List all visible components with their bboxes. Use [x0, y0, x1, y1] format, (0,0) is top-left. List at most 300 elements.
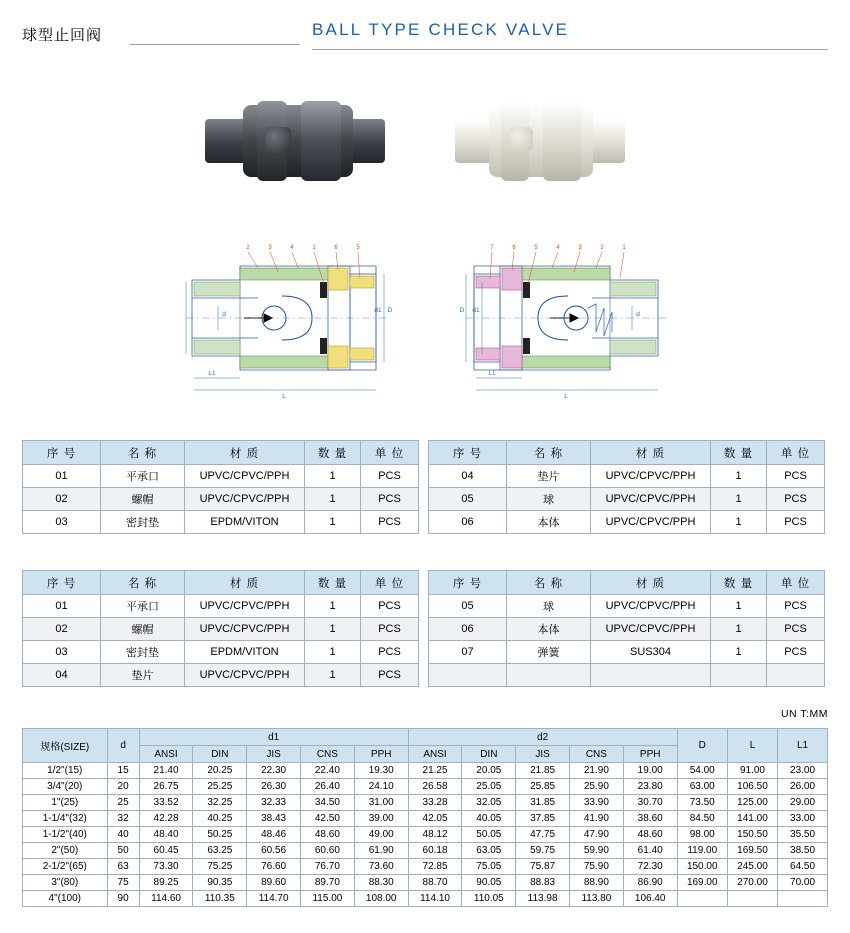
- col-name: 名 称: [101, 441, 185, 465]
- cell-name: 垫片: [101, 664, 185, 687]
- cell-qty: 1: [711, 641, 767, 664]
- cell-qty: 1: [305, 465, 361, 488]
- cell-d1-din: 20.25: [193, 763, 247, 779]
- cell-d: 32: [107, 811, 139, 827]
- cell-L: 245.00: [727, 859, 777, 875]
- cell-d2-cns: 59.90: [569, 843, 623, 859]
- col-qty: 数 量: [305, 571, 361, 595]
- svg-text:3: 3: [578, 245, 582, 251]
- cell-unit: PCS: [767, 511, 825, 534]
- cell-d2-cns: 21.90: [569, 763, 623, 779]
- table-row: [429, 465, 825, 488]
- table-header-row: [429, 441, 825, 465]
- cell-size: 1-1/2"(40): [23, 827, 108, 843]
- cell-qty: 1: [305, 595, 361, 618]
- col-name: 名 称: [101, 571, 185, 595]
- cell-name: 螺帽: [101, 488, 185, 511]
- col-L1: L1: [778, 729, 828, 763]
- cell-L: 150.50: [727, 827, 777, 843]
- cell-d1-din: 25.25: [193, 779, 247, 795]
- cell-unit: PCS: [361, 618, 419, 641]
- cell-d1-jis: 89.60: [247, 875, 301, 891]
- cell-d: 90: [107, 891, 139, 907]
- cell-D: 169.00: [677, 875, 727, 891]
- col-d2-ansi: ANSI: [408, 746, 462, 763]
- technical-drawings: [0, 238, 850, 403]
- cell-qty: 1: [305, 641, 361, 664]
- parts-table-d: [428, 570, 825, 687]
- svg-text:D: D: [459, 307, 465, 314]
- table-row-empty: [429, 664, 825, 687]
- cell-L: [727, 891, 777, 907]
- valve-union-nut-right: [543, 101, 581, 181]
- parts-table-c: [22, 570, 419, 687]
- cell-unit: PCS: [767, 641, 825, 664]
- cell-empty: [767, 664, 825, 687]
- cell-d: 50: [107, 843, 139, 859]
- cell-material: EPDM/VITON: [185, 511, 305, 534]
- cell-d2-din: 32.05: [462, 795, 516, 811]
- table-row: [23, 875, 828, 891]
- table-row: [23, 779, 828, 795]
- dim-header-row-1: [23, 729, 828, 746]
- cell-d1-cns: 26.40: [301, 779, 355, 795]
- table-row: [23, 618, 419, 641]
- cell-L1: 70.00: [778, 875, 828, 891]
- cell-d1-jis: 60.56: [247, 843, 301, 859]
- cell-d2-ansi: 48.12: [408, 827, 462, 843]
- page-header: [0, 20, 850, 58]
- table-header-row: [23, 571, 419, 595]
- cell-d2-cns: 75.90: [569, 859, 623, 875]
- cell-L: 141.00: [727, 811, 777, 827]
- cell-L: 169.50: [727, 843, 777, 859]
- cell-d1-ansi: 89.25: [139, 875, 193, 891]
- svg-text:d1: d1: [472, 307, 480, 314]
- svg-text:7: 7: [490, 245, 494, 251]
- cell-L: 125.00: [727, 795, 777, 811]
- cell-d2-din: 63.05: [462, 843, 516, 859]
- cell-L: 270.00: [727, 875, 777, 891]
- col-qty: 数 量: [305, 441, 361, 465]
- cell-size: 1"(25): [23, 795, 108, 811]
- col-material: 材 质: [185, 441, 305, 465]
- cell-d1-pph: 61.90: [354, 843, 408, 859]
- cell-qty: 1: [711, 465, 767, 488]
- cell-material: UPVC/CPVC/PPH: [185, 465, 305, 488]
- cell-D: 54.00: [677, 763, 727, 779]
- col-d: d: [107, 729, 139, 763]
- cell-d1-cns: 42.50: [301, 811, 355, 827]
- table-row: [23, 811, 828, 827]
- cell-d1-jis: 22.30: [247, 763, 301, 779]
- cell-D: 98.00: [677, 827, 727, 843]
- product-photos: [0, 95, 850, 230]
- table-row: [429, 595, 825, 618]
- cell-d2-pph: 30.70: [623, 795, 677, 811]
- cell-unit: PCS: [767, 618, 825, 641]
- col-d1-pph: PPH: [354, 746, 408, 763]
- dimension-table: [22, 728, 828, 907]
- cell-D: 84.50: [677, 811, 727, 827]
- cell-D: 119.00: [677, 843, 727, 859]
- cell-seq: 01: [23, 465, 101, 488]
- cell-L1: 26.00: [778, 779, 828, 795]
- cell-qty: 1: [305, 511, 361, 534]
- cell-empty: [507, 664, 591, 687]
- cell-L: 91.00: [727, 763, 777, 779]
- cell-seq: 04: [429, 465, 507, 488]
- cell-d2-jis: 59.75: [516, 843, 570, 859]
- cell-d2-pph: 61.40: [623, 843, 677, 859]
- table-row: [23, 843, 828, 859]
- cell-d2-din: 40.05: [462, 811, 516, 827]
- table-row: [23, 488, 419, 511]
- svg-text:L1: L1: [208, 370, 216, 377]
- cell-d: 15: [107, 763, 139, 779]
- cell-d2-cns: 25.90: [569, 779, 623, 795]
- cell-d1-pph: 73.60: [354, 859, 408, 875]
- cell-unit: PCS: [361, 641, 419, 664]
- cell-unit: PCS: [767, 465, 825, 488]
- cell-name: 本体: [507, 511, 591, 534]
- table-row: [23, 595, 419, 618]
- svg-text:6: 6: [334, 245, 338, 251]
- unit-note: UN T:MM: [780, 708, 828, 720]
- svg-text:5: 5: [356, 245, 360, 251]
- svg-text:d1: d1: [374, 307, 382, 314]
- cell-material: UPVC/CPVC/PPH: [185, 595, 305, 618]
- cell-qty: 1: [711, 511, 767, 534]
- col-material: 材 质: [591, 441, 711, 465]
- cell-d2-pph: 23.80: [623, 779, 677, 795]
- cell-size: 3/4"(20): [23, 779, 108, 795]
- cell-d2-ansi: 26.58: [408, 779, 462, 795]
- cell-qty: 1: [711, 595, 767, 618]
- cell-empty: [711, 664, 767, 687]
- cell-d1-pph: 49.00: [354, 827, 408, 843]
- cell-d2-ansi: 33.28: [408, 795, 462, 811]
- cell-d2-ansi: 88.70: [408, 875, 462, 891]
- valve-union-nut-right: [301, 101, 341, 181]
- cell-L1: 64.50: [778, 859, 828, 875]
- cell-L1: 29.00: [778, 795, 828, 811]
- cell-D: 63.00: [677, 779, 727, 795]
- svg-text:d: d: [636, 311, 640, 318]
- cell-d1-ansi: 48.40: [139, 827, 193, 843]
- cell-seq: 06: [429, 511, 507, 534]
- col-name: 名 称: [507, 441, 591, 465]
- svg-text:6: 6: [512, 245, 516, 251]
- cell-d1-ansi: 114.60: [139, 891, 193, 907]
- cell-name: 平承口: [101, 465, 185, 488]
- cell-d1-din: 40.25: [193, 811, 247, 827]
- svg-text:5: 5: [534, 245, 538, 251]
- svg-text:D: D: [387, 307, 393, 314]
- cell-d1-jis: 32.33: [247, 795, 301, 811]
- cell-seq: 07: [429, 641, 507, 664]
- cell-d2-din: 90.05: [462, 875, 516, 891]
- cell-name: 平承口: [101, 595, 185, 618]
- table-row: [429, 641, 825, 664]
- cell-D: 73.50: [677, 795, 727, 811]
- cell-seq: 05: [429, 595, 507, 618]
- cell-d1-din: 75.25: [193, 859, 247, 875]
- cell-qty: 1: [305, 664, 361, 687]
- table-row: [429, 488, 825, 511]
- cell-name: 弹簧: [507, 641, 591, 664]
- col-seq: 序 号: [23, 571, 101, 595]
- cell-unit: PCS: [361, 664, 419, 687]
- col-material: 材 质: [591, 571, 711, 595]
- col-unit: 单 位: [361, 571, 419, 595]
- cell-d2-ansi: 42.05: [408, 811, 462, 827]
- parts-table-b: [428, 440, 825, 534]
- col-material: 材 质: [185, 571, 305, 595]
- cell-name: 垫片: [507, 465, 591, 488]
- cell-L1: 23.00: [778, 763, 828, 779]
- cell-seq: 03: [23, 641, 101, 664]
- cell-d2-cns: 88.90: [569, 875, 623, 891]
- cell-d2-ansi: 114.10: [408, 891, 462, 907]
- cell-empty: [429, 664, 507, 687]
- cell-d: 25: [107, 795, 139, 811]
- cell-d1-cns: 115.00: [301, 891, 355, 907]
- page-title-en: BALL TYPE CHECK VALVE: [312, 20, 570, 39]
- drawing-union-check-valve: [178, 238, 438, 398]
- cell-d2-din: 20.05: [462, 763, 516, 779]
- col-qty: 数 量: [711, 441, 767, 465]
- table-row: [429, 511, 825, 534]
- col-d2-jis: JIS: [516, 746, 570, 763]
- cell-material: UPVC/CPVC/PPH: [591, 511, 711, 534]
- valve-inspection-port: [509, 127, 533, 151]
- cell-d1-cns: 60.60: [301, 843, 355, 859]
- cell-name: 螺帽: [101, 618, 185, 641]
- col-qty: 数 量: [711, 571, 767, 595]
- cell-d1-pph: 31.00: [354, 795, 408, 811]
- cell-d1-cns: 76.70: [301, 859, 355, 875]
- cell-d1-ansi: 21.40: [139, 763, 193, 779]
- col-d2-group: d2: [408, 729, 677, 746]
- cell-d: 75: [107, 875, 139, 891]
- table-row: [23, 859, 828, 875]
- cell-size: 1/2"(15): [23, 763, 108, 779]
- cell-name: 本体: [507, 618, 591, 641]
- cell-d1-pph: 24.10: [354, 779, 408, 795]
- col-L: L: [727, 729, 777, 763]
- cell-d2-din: 110.05: [462, 891, 516, 907]
- cell-qty: 1: [305, 618, 361, 641]
- svg-text:3: 3: [268, 245, 272, 251]
- cell-seq: 06: [429, 618, 507, 641]
- cell-L1: [778, 891, 828, 907]
- table-header-row: [429, 571, 825, 595]
- cell-size: 2-1/2"(65): [23, 859, 108, 875]
- cell-unit: PCS: [767, 488, 825, 511]
- cell-d2-cns: 47.90: [569, 827, 623, 843]
- cell-size: 3"(80): [23, 875, 108, 891]
- cell-empty: [591, 664, 711, 687]
- cell-d2-jis: 37.85: [516, 811, 570, 827]
- cell-name: 密封垫: [101, 511, 185, 534]
- cell-material: UPVC/CPVC/PPH: [185, 488, 305, 511]
- table-row: [23, 763, 828, 779]
- cell-material: UPVC/CPVC/PPH: [591, 618, 711, 641]
- cell-d1-cns: 89.70: [301, 875, 355, 891]
- cell-d2-ansi: 72.85: [408, 859, 462, 875]
- cell-d2-pph: 72.30: [623, 859, 677, 875]
- col-seq: 序 号: [429, 441, 507, 465]
- cell-d2-din: 50.05: [462, 827, 516, 843]
- cell-d1-ansi: 42.28: [139, 811, 193, 827]
- cell-d2-cns: 33.90: [569, 795, 623, 811]
- valve-inspection-port: [265, 127, 291, 153]
- col-d2-din: DIN: [462, 746, 516, 763]
- svg-text:4: 4: [290, 245, 294, 251]
- col-name: 名 称: [507, 571, 591, 595]
- col-d1-jis: JIS: [247, 746, 301, 763]
- valve-photo-dark: [205, 95, 385, 195]
- cell-name: 密封垫: [101, 641, 185, 664]
- cell-d1-pph: 19.30: [354, 763, 408, 779]
- cell-seq: 01: [23, 595, 101, 618]
- col-d1-ansi: ANSI: [139, 746, 193, 763]
- cell-name: 球: [507, 595, 591, 618]
- cell-d1-ansi: 33.52: [139, 795, 193, 811]
- cell-d1-din: 63.25: [193, 843, 247, 859]
- cell-material: UPVC/CPVC/PPH: [591, 488, 711, 511]
- col-D: D: [677, 729, 727, 763]
- cell-d2-din: 75.05: [462, 859, 516, 875]
- cell-d2-jis: 47.75: [516, 827, 570, 843]
- cell-unit: PCS: [361, 465, 419, 488]
- cell-d1-ansi: 60.45: [139, 843, 193, 859]
- cell-d1-pph: 39.00: [354, 811, 408, 827]
- cell-unit: PCS: [361, 511, 419, 534]
- table-row: [23, 465, 419, 488]
- cell-d2-ansi: 60.18: [408, 843, 462, 859]
- drawing-spring-check-valve: [452, 238, 712, 398]
- svg-text:1: 1: [312, 245, 316, 251]
- cell-d1-jis: 26.30: [247, 779, 301, 795]
- cell-unit: PCS: [361, 595, 419, 618]
- cell-D: 150.00: [677, 859, 727, 875]
- cell-L1: 38.50: [778, 843, 828, 859]
- cell-d1-cns: 48.60: [301, 827, 355, 843]
- cell-material: SUS304: [591, 641, 711, 664]
- cell-d2-jis: 31.85: [516, 795, 570, 811]
- col-unit: 单 位: [361, 441, 419, 465]
- cell-d1-pph: 108.00: [354, 891, 408, 907]
- col-unit: 单 位: [767, 441, 825, 465]
- cell-d2-pph: 19.00: [623, 763, 677, 779]
- cell-d2-cns: 41.90: [569, 811, 623, 827]
- table-row: [23, 891, 828, 907]
- table-row: [23, 827, 828, 843]
- cell-seq: 04: [23, 664, 101, 687]
- cell-D: [677, 891, 727, 907]
- cell-d2-jis: 88.83: [516, 875, 570, 891]
- col-d1-din: DIN: [193, 746, 247, 763]
- cell-d2-cns: 113.80: [569, 891, 623, 907]
- cell-name: 球: [507, 488, 591, 511]
- cell-L: 106.50: [727, 779, 777, 795]
- cell-d1-jis: 114.70: [247, 891, 301, 907]
- cell-size: 1-1/4"(32): [23, 811, 108, 827]
- cell-d2-pph: 48.60: [623, 827, 677, 843]
- col-d2-pph: PPH: [623, 746, 677, 763]
- cell-seq: 05: [429, 488, 507, 511]
- cell-unit: PCS: [361, 488, 419, 511]
- cell-seq: 03: [23, 511, 101, 534]
- cell-d2-din: 25.05: [462, 779, 516, 795]
- cell-d1-din: 110.35: [193, 891, 247, 907]
- col-d2-cns: CNS: [569, 746, 623, 763]
- cell-seq: 02: [23, 618, 101, 641]
- cell-seq: 02: [23, 488, 101, 511]
- header-divider-left: [130, 44, 300, 45]
- col-seq: 序 号: [23, 441, 101, 465]
- cell-d1-jis: 76.60: [247, 859, 301, 875]
- cell-d2-ansi: 21.25: [408, 763, 462, 779]
- cell-d1-din: 50.25: [193, 827, 247, 843]
- cell-d: 40: [107, 827, 139, 843]
- cell-material: UPVC/CPVC/PPH: [591, 595, 711, 618]
- cell-d: 63: [107, 859, 139, 875]
- cell-qty: 1: [711, 488, 767, 511]
- table-header-row: [23, 441, 419, 465]
- cell-d1-pph: 88.30: [354, 875, 408, 891]
- svg-text:1: 1: [622, 245, 626, 251]
- cell-material: EPDM/VITON: [185, 641, 305, 664]
- cell-d1-din: 90.35: [193, 875, 247, 891]
- table-row: [23, 664, 419, 687]
- cell-d1-cns: 22.40: [301, 763, 355, 779]
- cell-material: UPVC/CPVC/PPH: [591, 465, 711, 488]
- cell-d2-pph: 38.60: [623, 811, 677, 827]
- cell-material: UPVC/CPVC/PPH: [185, 618, 305, 641]
- svg-text:2: 2: [600, 245, 604, 251]
- cell-unit: PCS: [767, 595, 825, 618]
- col-seq: 序 号: [429, 571, 507, 595]
- cell-size: 4"(100): [23, 891, 108, 907]
- cell-qty: 1: [711, 618, 767, 641]
- table-row: [23, 795, 828, 811]
- svg-text:L1: L1: [488, 370, 496, 377]
- cell-material: UPVC/CPVC/PPH: [185, 664, 305, 687]
- svg-text:d: d: [222, 311, 226, 318]
- cell-size: 2"(50): [23, 843, 108, 859]
- cell-d2-jis: 75.87: [516, 859, 570, 875]
- cell-d1-jis: 48.46: [247, 827, 301, 843]
- col-d1-cns: CNS: [301, 746, 355, 763]
- table-row: [23, 641, 419, 664]
- page-title-cn: 球型止回阀: [22, 27, 103, 44]
- cell-d2-pph: 86.90: [623, 875, 677, 891]
- cell-L1: 33.00: [778, 811, 828, 827]
- header-divider-right: [312, 49, 828, 50]
- svg-text:L: L: [282, 393, 286, 398]
- cell-d: 20: [107, 779, 139, 795]
- cell-d2-jis: 21.85: [516, 763, 570, 779]
- cell-d1-jis: 38.43: [247, 811, 301, 827]
- svg-text:4: 4: [556, 245, 560, 251]
- svg-text:2: 2: [246, 245, 250, 251]
- cell-qty: 1: [305, 488, 361, 511]
- col-size: 规格(SIZE): [23, 729, 108, 763]
- cell-d2-jis: 25.85: [516, 779, 570, 795]
